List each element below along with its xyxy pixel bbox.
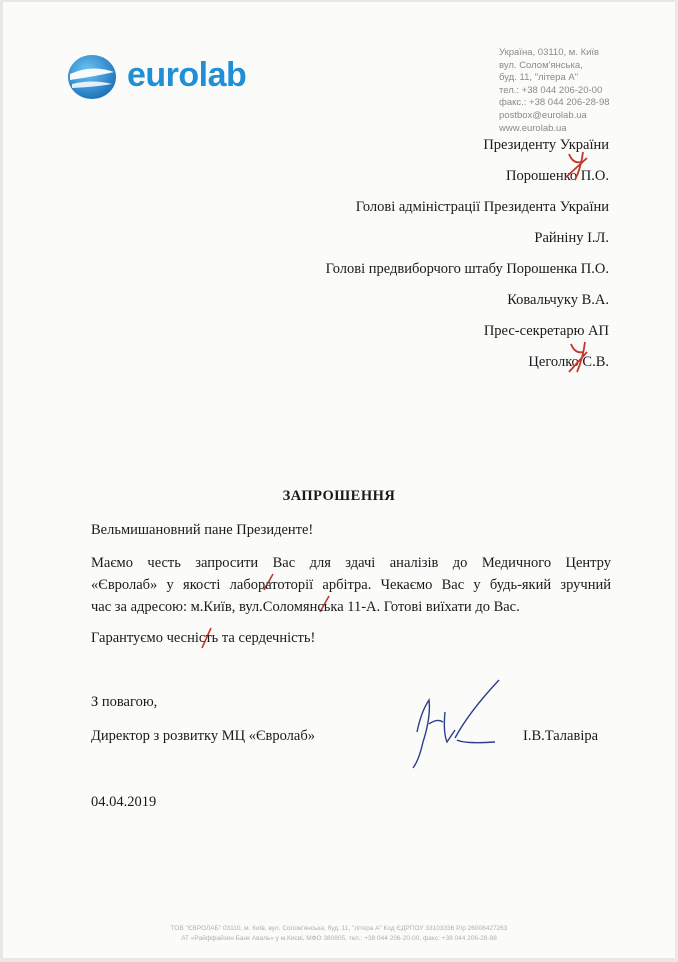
recipient-line: Цеголко С.В.	[528, 354, 609, 370]
body-line: «Євролаб» у якості лаборатоторії арбітра. Чекаємо Вас у будь-який зручний	[91, 577, 611, 593]
recipient-line: Райніну І.Л.	[534, 230, 609, 246]
website-line: www.eurolab.ua	[499, 122, 567, 134]
handwritten-signature	[399, 672, 509, 772]
body-paragraph	[91, 552, 611, 618]
closing-regards: З повагою,	[91, 694, 158, 710]
recipient-line: Прес-секретарю АП	[483, 323, 609, 339]
body-line: час за адресою: м.Київ, вул.Соломянська 11-А. Готові виїхати до Вас.	[91, 599, 520, 615]
phone-line: тел.: +38 044 206-20-00	[499, 84, 603, 96]
body-line: Маємо честь запросити Вас для здачі аналізів до Медичного Центру	[91, 555, 611, 571]
recipient-line: Голові адміністрації Президента України	[355, 199, 609, 215]
address-line: вул. Солом'янська,	[499, 59, 583, 71]
guarantee-line: Гарантуємо чесність та сердечність!	[91, 630, 316, 646]
globe-logo-icon	[67, 54, 117, 100]
recipient-line: Голові предвиборчого штабу Порошенка П.О.	[325, 261, 609, 277]
footer-line: АТ «Райффайзен Банк Аваль» у м.Києві, МФО 380805, тел.: +38 044 206-20-00, факс: +38 044 206-28-98	[181, 935, 497, 942]
address-line: Україна, 03110, м. Київ	[499, 47, 600, 58]
recipient-line: Порошенко П.О.	[506, 168, 609, 184]
salutation: Вельмишановний пане Президенте!	[91, 522, 314, 538]
letter-date: 04.04.2019	[91, 794, 157, 810]
brand-name: eurolab	[127, 56, 247, 94]
letter-page	[3, 2, 675, 958]
eurolab-logo	[67, 54, 277, 100]
signer-name: І.В.Талавіра	[523, 728, 599, 744]
recipient-line: Президенту України	[483, 137, 609, 153]
pen-correction-mark	[563, 150, 593, 184]
letter-footer	[3, 924, 675, 944]
pen-correction-mark	[565, 340, 595, 376]
footer-line: ТОВ "ЄВРОЛАБ" 03110, м. Київ, вул. Солом'янська, буд. 11, "літера А" Код ЄДРПОУ 33103336 Р/р 26008427263	[170, 925, 508, 932]
signer-position: Директор з розвитку МЦ «Євролаб»	[91, 728, 315, 744]
address-line: буд. 11, "літера А"	[499, 72, 579, 84]
fax-line: факс.: +38 044 206-28-98	[499, 97, 610, 109]
recipient-line: Ковальчуку В.А.	[507, 292, 609, 308]
contact-block	[499, 47, 610, 135]
email-line: postbox@eurolab.ua	[499, 109, 587, 121]
document-title: ЗАПРОШЕННЯ	[282, 488, 396, 504]
